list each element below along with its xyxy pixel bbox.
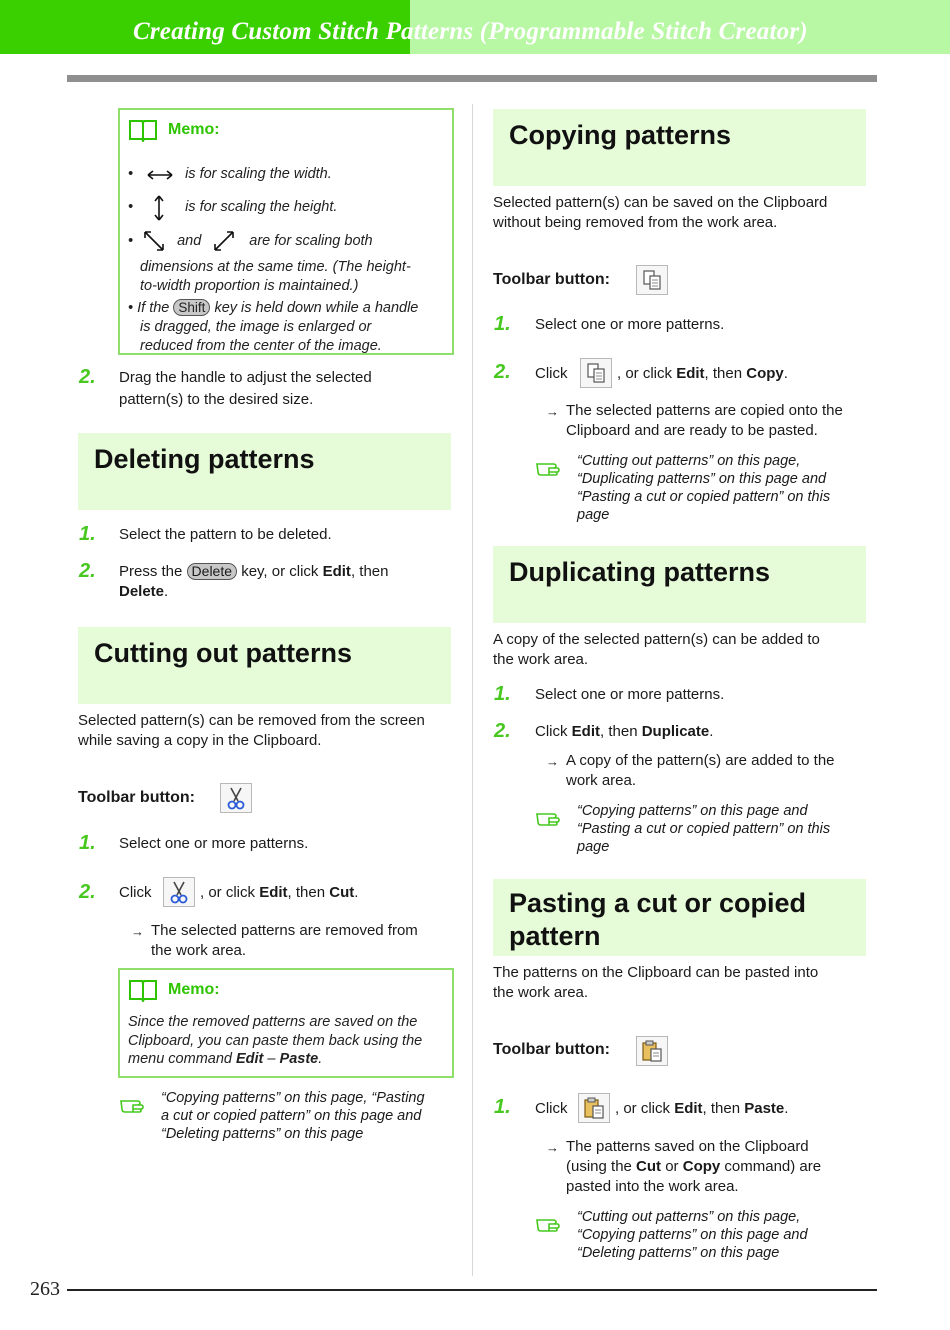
step-text-line: Drag the handle to adjust the selected	[119, 369, 372, 386]
text-fragment: command) are	[724, 1158, 822, 1175]
shift-key: Shift	[173, 299, 210, 316]
pointing-hand-icon	[535, 806, 565, 828]
text-fragment: Press the	[119, 563, 183, 580]
step-text	[119, 562, 449, 602]
copy-toolbar-button[interactable]	[636, 265, 668, 295]
footer-rule	[67, 1289, 877, 1291]
intro-line: the work area.	[493, 984, 589, 1001]
step-text-click: Click	[535, 1100, 568, 1117]
intro-line: The patterns on the Clipboard can be pasted into	[493, 964, 819, 981]
result-text	[151, 921, 418, 961]
memo-proportion-text-2: to-width proportion is maintained.)	[140, 278, 359, 294]
result-arrow: →	[546, 404, 559, 419]
memo-and-text: and	[177, 232, 202, 249]
step-number: 1.	[79, 832, 96, 854]
memo-shift-text-a: • If the	[128, 300, 170, 316]
menu-copy: Copy	[746, 365, 784, 382]
scissors-icon	[168, 880, 190, 904]
text-fragment: menu command	[128, 1051, 232, 1067]
delete-key: Delete	[187, 563, 237, 580]
text-fragment: .	[354, 884, 359, 901]
diagonal-resize-icon-alt	[213, 230, 235, 252]
toolbar-label: Toolbar button:	[493, 1041, 610, 1058]
menu-duplicate: Duplicate	[641, 723, 710, 740]
step-number: 1.	[494, 1096, 511, 1118]
cut-toolbar-button[interactable]	[220, 783, 252, 813]
step-text-click: Click	[119, 884, 152, 901]
step-number: 1.	[79, 523, 96, 545]
step-number: 2.	[494, 361, 511, 383]
section-deleting	[78, 433, 451, 510]
reference-line[interactable]: page	[577, 839, 610, 855]
text-fragment: or	[665, 1158, 679, 1175]
result-line: the work area.	[151, 942, 247, 959]
copy-button-inline[interactable]	[580, 358, 612, 388]
section-intro	[493, 630, 820, 670]
text-fragment: , or click	[617, 365, 673, 382]
result-line: pasted into the work area.	[566, 1178, 739, 1195]
text-fragment: , or click	[200, 884, 256, 901]
step-text-line: pattern(s) to the desired size.	[119, 391, 314, 408]
text-fragment: , then	[287, 884, 326, 901]
text-fragment: Click	[535, 723, 568, 740]
memo-line: Clipboard, you can paste them back using the	[128, 1032, 423, 1049]
intro-line: Selected pattern(s) can be saved on the Clipboard	[493, 194, 828, 211]
text-fragment: , then	[702, 1100, 741, 1117]
memo-width-text: is for scaling the width.	[185, 166, 332, 182]
reference-line[interactable]: “Deleting patterns” on this page	[577, 1245, 780, 1261]
reference-line[interactable]: a cut or copied pattern” on this page and	[161, 1108, 422, 1124]
memo-header	[128, 978, 220, 1002]
step-text: Select one or more patterns.	[119, 835, 309, 852]
reference-line[interactable]: “Deleting patterns” on this page	[161, 1126, 364, 1142]
text-fragment: .	[164, 583, 169, 600]
memo-both-text: are for scaling both	[249, 232, 373, 249]
text-fragment: .	[318, 1051, 323, 1067]
memo-line: Since the removed patterns are saved on the	[128, 1014, 418, 1030]
section-title: Duplicating patterns	[509, 557, 771, 587]
menu-delete: Delete	[119, 583, 165, 600]
result-text	[566, 751, 835, 791]
result-arrow: →	[546, 1140, 559, 1155]
header-rule	[67, 75, 877, 82]
step-number: 2.	[79, 366, 96, 388]
result-line: Clipboard and are ready to be pasted.	[566, 422, 818, 439]
memo-shift-text-d: reduced from the center of the image.	[140, 338, 382, 354]
text-fragment: (using the	[566, 1158, 632, 1175]
reference-line[interactable]: “Copying patterns” on this page, “Pasting	[161, 1090, 425, 1106]
book-icon	[128, 118, 158, 142]
reference-line[interactable]: page	[577, 507, 610, 523]
copy-icon	[642, 269, 662, 291]
text-fragment: .	[709, 723, 714, 740]
result-line	[566, 1157, 821, 1177]
section-copying	[493, 109, 866, 186]
intro-line: A copy of the selected pattern(s) can be added to	[493, 631, 820, 648]
section-cutting	[78, 627, 451, 704]
intro-line: without being removed from the work area.	[493, 214, 778, 231]
paste-icon	[641, 1040, 663, 1062]
cut-button-inline[interactable]	[163, 877, 195, 907]
page-number: 263	[30, 1278, 60, 1300]
text-fragment: key, or click	[241, 563, 319, 580]
menu-edit: Edit	[676, 365, 705, 382]
step-text	[119, 368, 372, 410]
intro-line: the work area.	[493, 651, 589, 668]
memo-shift-text-b: key is held down while a handle	[214, 300, 419, 316]
paste-icon	[583, 1097, 605, 1119]
memo-height-text: is for scaling the height.	[185, 199, 338, 215]
memo-line	[128, 1050, 448, 1069]
result-line: The selected patterns are copied onto the	[566, 402, 843, 419]
text-fragment: , then	[350, 563, 389, 580]
section-title: Deleting patterns	[94, 444, 315, 474]
menu-cut: Cut	[636, 1158, 662, 1175]
memo-header	[128, 118, 220, 142]
step-text-click: Click	[535, 365, 568, 382]
section-pasting	[493, 879, 866, 956]
reference-line[interactable]: “Pasting a cut or copied pattern” on this	[577, 489, 831, 505]
vertical-resize-icon	[153, 195, 165, 221]
text-fragment: .	[783, 365, 788, 382]
step-number: 2.	[79, 560, 96, 582]
result-arrow: →	[546, 754, 559, 769]
reference-links	[577, 802, 830, 856]
result-line: The selected patterns are removed from	[151, 922, 418, 939]
result-line: work area.	[566, 772, 637, 789]
step-number: 2.	[494, 720, 511, 742]
menu-paste: Paste	[744, 1100, 785, 1117]
step-text	[617, 364, 788, 384]
menu-edit: Edit	[236, 1051, 264, 1067]
result-text	[566, 401, 843, 441]
step-text	[200, 883, 358, 903]
horizontal-resize-icon	[147, 169, 173, 181]
step-text: Select one or more patterns.	[535, 686, 725, 703]
step-text	[615, 1099, 788, 1119]
text-fragment: , then	[600, 723, 638, 740]
menu-edit: Edit	[259, 884, 288, 901]
section-duplicating	[493, 546, 866, 623]
pointing-hand-icon	[535, 456, 565, 478]
intro-line: while saving a copy in the Clipboard.	[78, 732, 322, 749]
paste-toolbar-button[interactable]	[636, 1036, 668, 1066]
memo-shift-text-c: is dragged, the image is enlarged or	[140, 319, 372, 335]
result-text	[566, 1137, 821, 1197]
step-number: 1.	[494, 683, 511, 705]
header-title: Creating Custom Stitch Patterns (Programmable Stitch Creator)	[133, 18, 808, 45]
reference-line[interactable]: “Copying patterns” on this page and	[577, 1227, 808, 1243]
menu-copy: Copy	[682, 1158, 721, 1175]
copy-icon	[586, 362, 606, 384]
intro-line: Selected pattern(s) can be removed from the screen	[78, 712, 425, 729]
text-fragment: , then	[704, 365, 743, 382]
step-number: 2.	[79, 881, 96, 903]
section-intro	[493, 193, 827, 233]
result-line: A copy of the pattern(s) are added to the	[566, 752, 835, 769]
pointing-hand-icon	[119, 1093, 149, 1115]
section-title: Copying patterns	[509, 120, 732, 150]
paste-button-inline[interactable]	[578, 1093, 610, 1123]
text-fragment: –	[267, 1051, 276, 1067]
result-line: The patterns saved on the Clipboard	[566, 1138, 809, 1155]
menu-cut: Cut	[329, 884, 355, 901]
memo-box-scaling: Memo: • is for scaling the width. • is for scaling the height. • and are for scaling both dimensions at the same time. (The height- to-width proportion is maintained.) • If the Shift key is held down while a handle is dragged, the image is enlarged or reduced from the center of the image.	[118, 108, 454, 355]
section-title	[509, 887, 806, 953]
menu-edit: Edit	[322, 563, 351, 580]
section-intro	[493, 963, 818, 1003]
section-intro	[78, 711, 425, 751]
book-icon	[128, 978, 158, 1002]
menu-edit: Edit	[674, 1100, 703, 1117]
reference-line[interactable]: “Copying patterns” on this page and	[577, 803, 808, 819]
memo-proportion-text-1: dimensions at the same time. (The height-	[140, 259, 411, 275]
section-title: Cutting out patterns	[94, 638, 352, 668]
memo-box-clipboard	[118, 968, 454, 1078]
result-arrow: →	[131, 924, 144, 939]
reference-line[interactable]: “Cutting out patterns” on this page,	[577, 1209, 801, 1225]
memo-title: Memo:	[168, 981, 220, 998]
reference-line[interactable]: “Pasting a cut or copied pattern” on this	[577, 821, 831, 837]
text-fragment: .	[784, 1100, 789, 1117]
column-divider	[472, 104, 473, 1276]
reference-links	[161, 1089, 425, 1143]
toolbar-label: Toolbar button:	[78, 789, 195, 806]
reference-line[interactable]: “Cutting out patterns” on this page,	[577, 453, 801, 469]
section-title-line: pattern	[509, 921, 601, 951]
section-title-line: Pasting a cut or copied	[509, 888, 807, 918]
memo-title: Memo:	[168, 121, 220, 138]
reference-links	[577, 452, 830, 524]
reference-links	[577, 1208, 808, 1262]
toolbar-label: Toolbar button:	[493, 271, 610, 288]
step-text	[535, 722, 713, 742]
text-fragment: , or click	[615, 1100, 671, 1117]
step-text: Select the pattern to be deleted.	[119, 526, 332, 543]
menu-paste: Paste	[279, 1051, 319, 1067]
step-number: 1.	[494, 313, 511, 335]
step-text: Select one or more patterns.	[535, 316, 725, 333]
reference-line[interactable]: “Duplicating patterns” on this page and	[577, 471, 827, 487]
pointing-hand-icon	[535, 1212, 565, 1234]
scissors-icon	[225, 786, 247, 810]
menu-edit: Edit	[571, 723, 601, 740]
diagonal-resize-icon	[143, 230, 165, 252]
